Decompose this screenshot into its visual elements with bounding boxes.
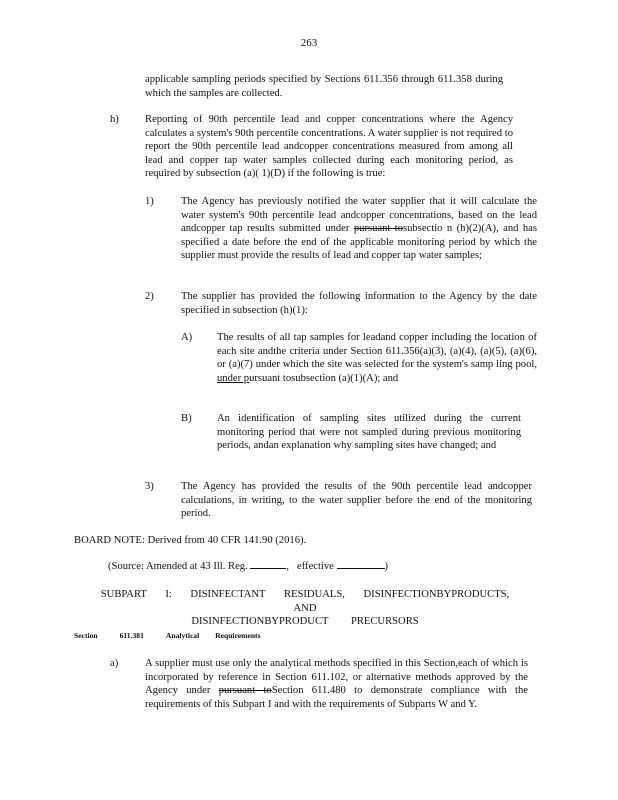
item-label-h2b: B) [181,413,192,424]
struck-text: pursuant to [353,223,404,235]
section-heading: Section 611.381 Analytical Requirements [74,631,261,640]
page-number: 263 [300,37,318,49]
blank-effective [337,559,385,569]
item-h-text: Reporting of 90th percentile lead and copper concentrations where the Agency calculates a system's 90th percentile concentrations. A water supplier is not required to report the 90th percentile lead andcopper concentrations measured from among all lead and copper tap water samples collected during each monitoring period, as required by subsection (a)( 1)(D) if the following is true: [145,114,513,180]
item-label-h2: 2) [145,291,154,302]
item-h2-text: The supplier has provided the following information to the Agency by the date specified in subsection (h)(1): [181,291,537,316]
item-h2b-text: An identification of sampling sites utilized during the current monitoring period that were not sampled during previous monitoring periods, andan explanation why sampling sites have changed; and [217,413,521,452]
item-label-h2a: A) [181,332,193,343]
item-label-h1: 1) [145,196,154,207]
item-h1-text: The Agency has previously notified the water supplier that it will calculate the water system's 90th percentile lead andcopper concentrations, based on the lead andcopper tap results submitted under pursuant tosubsectio n (h)(2)(A), and has specified a date before the end of the applicable monitoring period by which the supplier must provide the results of lead and copper tap water samples; [181,196,537,262]
subpart-heading-line1: SUBPART I: DISINFECTANT RESIDUALS, DISINFECTIONBYPRODUCTS, AND [100,589,510,614]
item-label-a: a) [110,658,119,669]
subpart-heading [90,588,520,629]
struck-text: pursuant to [218,685,272,697]
underlined-text: under p [217,372,250,384]
intro-paragraph: applicable sampling periods specified by Sections 611.356 through 611.358 during which the samples are collected. [145,74,503,99]
source-line: (Source: Amended at 43 Ill. Reg. , effective ) [108,561,389,572]
blank-reg [250,559,286,569]
item-h2a-text: The results of all tap samples for leadand copper including the location of each site andthe criteria under Section 611.356(a)(3), (a)(4), (a)(5), (a)(6), or (a)(7) under which the site was selected for the system's samp ling pool, under pursuant tosubsection (a)(1)(A); and [217,332,537,384]
item-a-text: A supplier must use only the analytical methods specified in this Section,each of which is incorporated by reference in Section 611.102, or alternative methods approved by the Agency under pursuant toSection 611.480 to demonstrate compliance with the requirements of this Subpart I and with the requirements of Subparts W and Y. [145,658,528,710]
item-label-h: h) [110,114,119,125]
item-h3-text: The Agency has provided the results of the 90th percentile lead andcopper calculations, in writing, to the water supplier before the end of the monitoring period. [181,481,532,520]
subpart-heading-line2: DISINFECTIONBYPRODUCT PRECURSORS [191,616,419,628]
item-label-h3: 3) [145,481,154,492]
board-note: BOARD NOTE: Derived from 40 CFR 141.90 (2016). [74,535,307,546]
